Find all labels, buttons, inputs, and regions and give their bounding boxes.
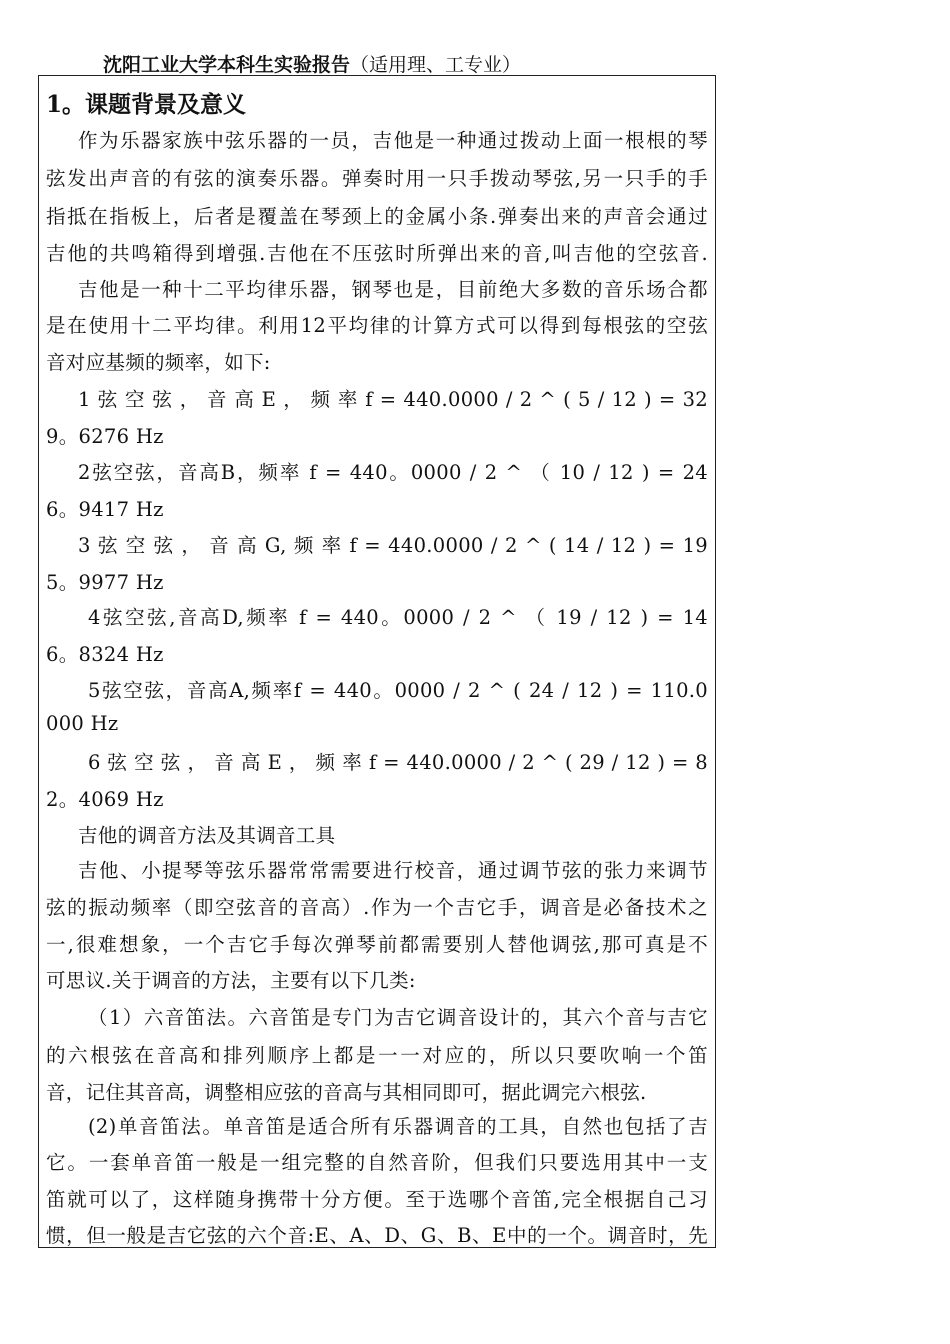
- subheading-line: 吉他的调音方法及其调音工具: [78, 824, 336, 847]
- formula-line: 000 Hz: [46, 712, 119, 735]
- formula-line: 2弦空弦，音高B，频率 f = 440。0000 / 2 ^ （ 10 / 12 ) = 24: [78, 461, 708, 484]
- text-line: 音，记住其音高，调整相应弦的音高与其相同即可，据此调完六根弦.: [46, 1081, 647, 1104]
- text-line: 作为乐器家族中弦乐器的一员，吉他是一种通过拨动上面一根根的琴: [78, 129, 708, 152]
- section-heading: 1。课题背景及意义: [46, 91, 247, 118]
- formula-line: 6。8324 Hz: [46, 643, 164, 666]
- text-line: （1）六音笛法。六音笛是专门为吉它调音设计的，其六个音与吉它: [88, 1006, 708, 1029]
- formula-line: 5弦空弦，音高A,频率f = 440。0000 / 2 ^ ( 24 / 12 ) = 110.0: [88, 679, 708, 702]
- text-line: 笛就可以了，这样随身携带十分方便。至于选哪个音笛,完全根据自己习: [46, 1188, 708, 1211]
- text-line: 吉他是一种十二平均律乐器，钢琴也是，目前绝大多数的音乐场合都: [78, 278, 708, 301]
- text-line: 吉他、小提琴等弦乐器常常需要进行校音，通过调节弦的张力来调节: [78, 859, 708, 882]
- text-line: 指抵在指板上，后者是覆盖在琴颈上的金属小条.弹奏出来的声音会通过: [46, 205, 708, 228]
- report-title: 沈阳工业大学本科生实验报告: [103, 54, 351, 76]
- formula-line: 9。6276 Hz: [46, 425, 164, 448]
- text-line: 它。一套单音笛一般是一组完整的自然音阶，但我们只要选用其中一支: [46, 1151, 708, 1174]
- formula-line: 4弦空弦,音高D,频率 f = 440。0000 / 2 ^ （ 19 / 12 ) = 14: [88, 606, 708, 629]
- text-line: 吉他的共鸣箱得到增强.吉他在不压弦时所弹出来的音,叫吉他的空弦音.: [46, 242, 708, 265]
- text-line: 音对应基频的频率，如下:: [46, 351, 271, 374]
- text-line: 弦的振动频率（即空弦音的音高）.作为一个吉它手，调音是必备技术之: [46, 896, 708, 919]
- text-line: 可思议.关于调音的方法，主要有以下几类:: [46, 969, 416, 992]
- formula-line: 5。9977 Hz: [46, 571, 164, 594]
- report-header: [103, 50, 521, 77]
- report-subtitle: （适用理、工专业）: [350, 54, 522, 76]
- formula-line: 3 弦 空 弦 ， 音 高 G, 频 率 f = 440.0000 / 2 ^ ( 14 / 12 ) = 19: [78, 534, 708, 557]
- formula-line: 6。9417 Hz: [46, 498, 164, 521]
- text-line: 弦发出声音的有弦的演奏乐器。弹奏时用一只手拨动琴弦,另一只手的手: [46, 167, 708, 190]
- formula-line: 1 弦 空 弦 ， 音 高 E ， 频 率 f = 440.0000 / 2 ^ ( 5 / 12 ) = 32: [78, 388, 708, 411]
- formula-line: 2。4069 Hz: [46, 788, 164, 811]
- formula-line: 6 弦 空 弦 ， 音 高 E ， 频 率 f = 440.0000 / 2 ^ ( 29 / 12 ) = 8: [88, 751, 708, 774]
- text-line: 惯，但一般是吉它弦的六个音:E、A、D、G、B、E中的一个。调音时，先: [46, 1224, 708, 1247]
- text-line: 一,很难想象，一个吉它手每次弹琴前都需要别人替他调弦,那可真是不: [46, 933, 708, 956]
- text-line: (2)单音笛法。单音笛是适合所有乐器调音的工具，自然也包括了吉: [88, 1115, 708, 1138]
- text-line: 的六根弦在音高和排列顺序上都是一一对应的，所以只要吹响一个笛: [46, 1044, 708, 1067]
- text-line: 是在使用十二平均律。利用12平均律的计算方式可以得到每根弦的空弦: [46, 314, 708, 337]
